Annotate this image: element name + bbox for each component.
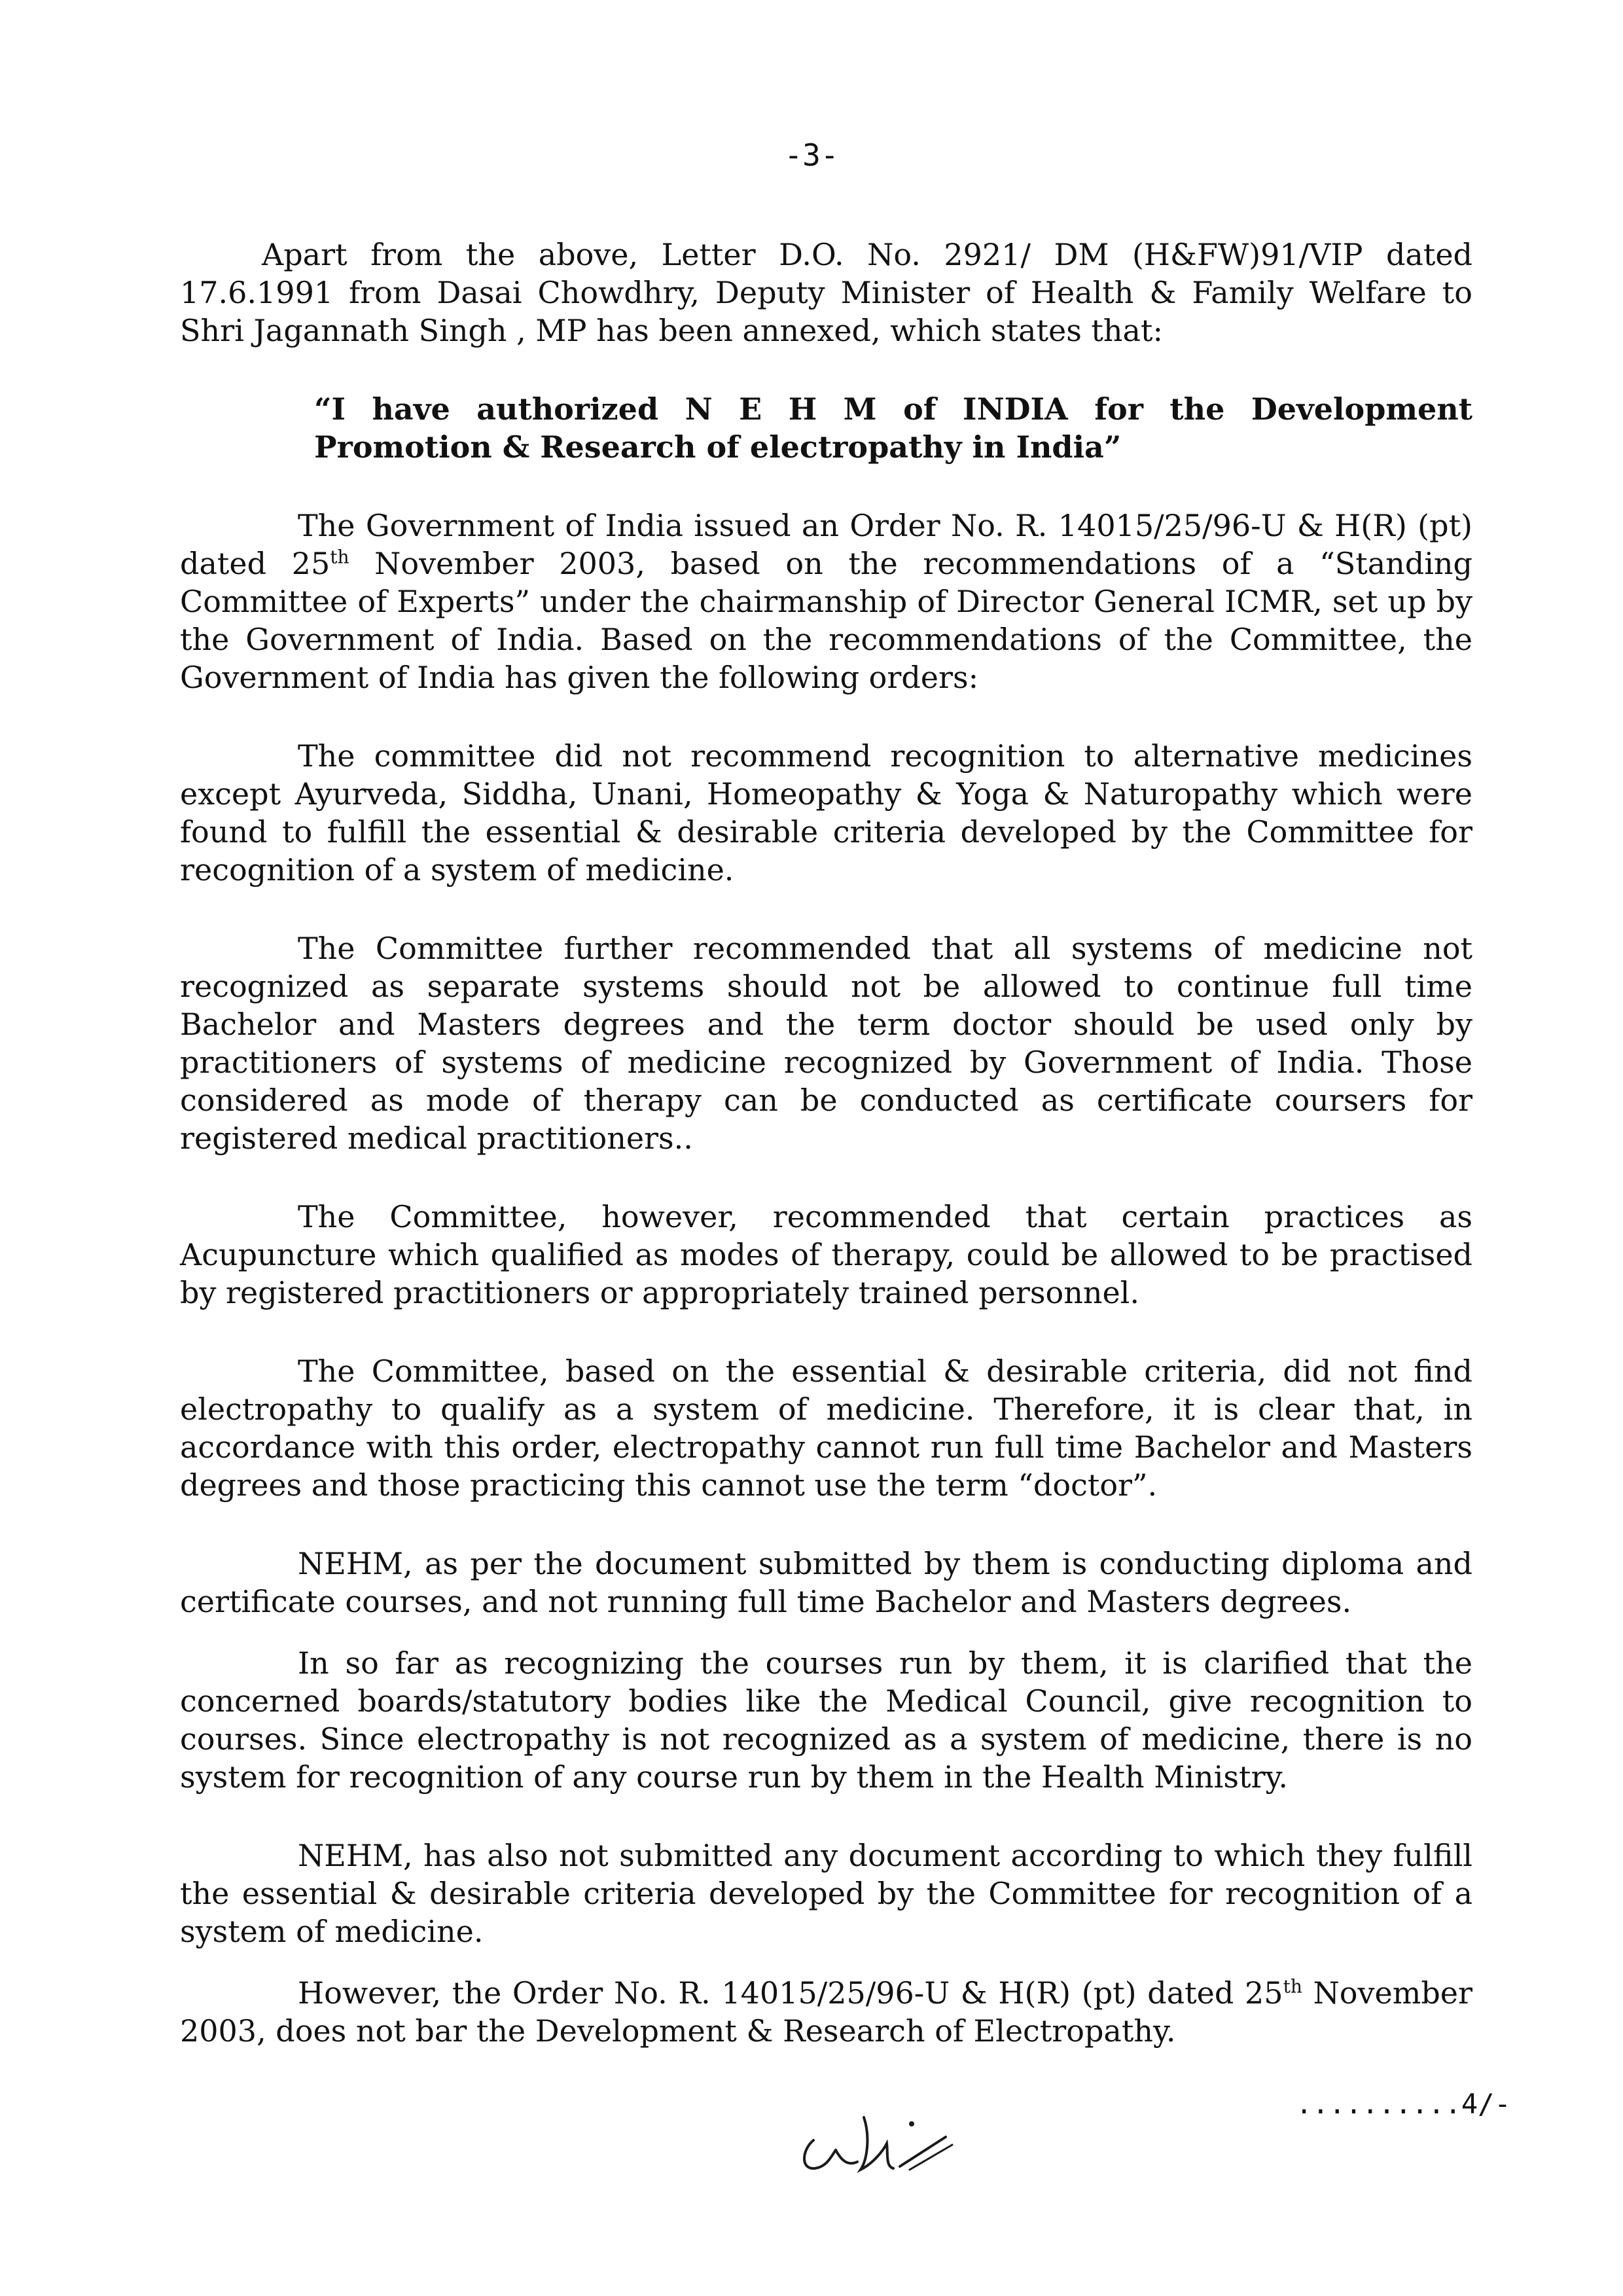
paragraph-order-does-not-bar [180, 1974, 1472, 2050]
ordinal-suffix: th [1283, 1975, 1302, 1998]
continuation-marker: ..........4/- [1296, 2088, 1511, 2120]
paragraph-electropathy-not-qualified: The Committee, based on the essential & desirable criteria, did not find electropathy to qualify as a system of medicine. Therefore, it is clear that, in accordance with this order, electropathy cannot run full time Bachelor and Masters degrees and those practicing this cannot use the term “doctor”. [180, 1354, 1472, 1503]
paragraph-committee-recommendation: The committee did not recommend recognition to alternative medicines except Ayurveda, Siddha, Unani, Homeopathy & Yoga & Naturopathy which were found to fulfill the essential & desirable criteria developed by the Committee for recognition of a system of medicine. [180, 738, 1472, 888]
final-text-end: November 2003, does not bar the Development & Research of Electropathy. [180, 1975, 1472, 2049]
ordinal-suffix: th [330, 546, 349, 568]
paragraph-nehm-documents: NEHM, has also not submitted any document according to which they fulfill the essential & desirable criteria developed by the Committee for recognition of a system of medicine. [180, 1838, 1472, 1949]
paragraph-committee-further: The Committee further recommended that all systems of medicine not recognized as separate systems should not be allowed to continue full time Bachelor and Masters degrees and the term doctor should be used only by practitioners of systems of medicine recognized by Government of India. Those considered as mode of therapy can be conducted as certificate coursers for registered medical practitioners.. [180, 931, 1472, 1156]
paragraph-government-order [180, 507, 1472, 696]
handwritten-signature [795, 2104, 965, 2189]
page-number: -3- [784, 137, 839, 173]
final-text-start: However, the Order No. R. 14015/25/96-U & H(R) (pt) dated 25 [298, 1975, 1283, 2011]
order-text-start: The Government of India issued an Order No. R. 14015/25/96-U & H(R) (pt) dated 25 [180, 508, 1472, 581]
paragraph-annexed-letter: Apart from the above, Letter D.O. No. 2921/ DM (H&FW)91/VIP dated 17.6.1991 from Dasai Chowdhry, Deputy Minister of Health & Family Welfare to Shri Jagannath Singh , MP has been annexed, which states that: [180, 237, 1472, 348]
paragraph-acupuncture: The Committee, however, recommended that certain practices as Acupuncture which qualified as modes of therapy, could be allowed to be practised by registered practitioners or appropriately trained personnel. [180, 1199, 1472, 1310]
paragraph-nehm-courses: NEHM, as per the document submitted by them is conducting diploma and certificate courses, and not running full time Bachelor and Masters degrees. [180, 1546, 1472, 1619]
order-text-end: November 2003, based on the recommendations of a “Standing Committee of Experts” under the chairmanship of Director General ICMR, set up by the Government of India. Based on the recommendations of the Committee, the Government of India has given the following orders: [180, 546, 1472, 695]
paragraph-recognition: In so far as recognizing the courses run by them, it is clarified that the concerned boards/statutory bodies like the Medical Council, give recognition to courses. Since electropathy is not recognized as a system of medicine, there is no system for recognition of any course run by them in the Health Ministry. [180, 1645, 1472, 1795]
document-body [180, 236, 1472, 2090]
quoted-authorization: “I have authorized N E H M of INDIA for the Development Promotion & Research of electropathy in India” [314, 391, 1472, 465]
